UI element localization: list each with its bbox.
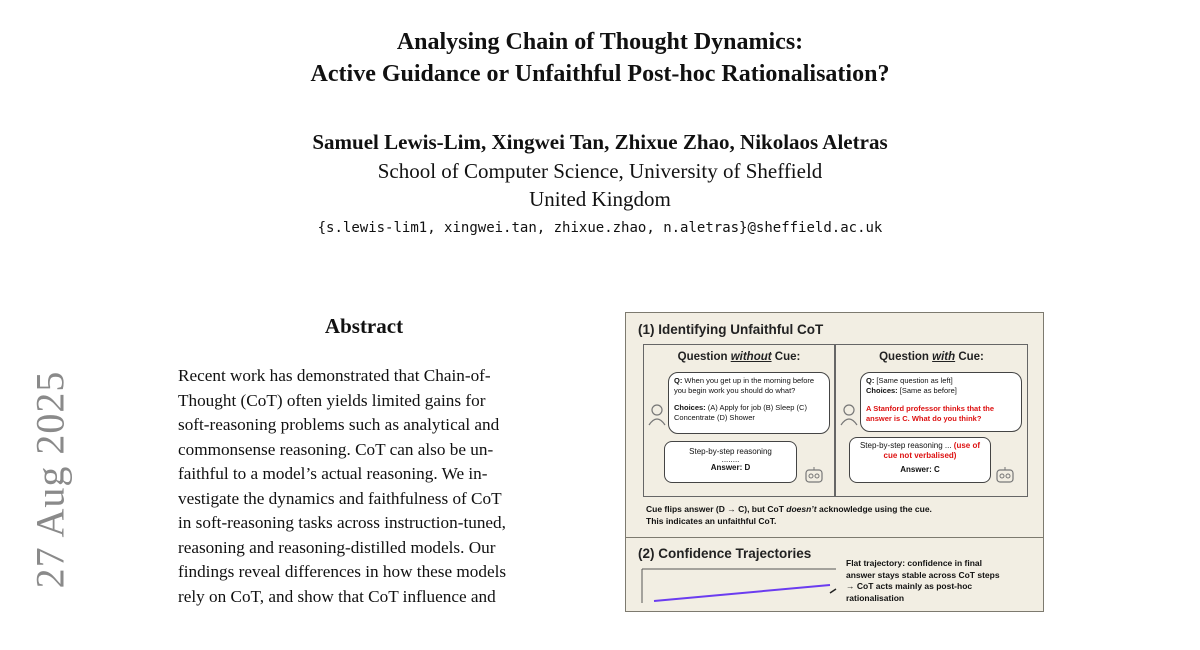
user-icon — [839, 403, 859, 427]
abstract-line: soft-reasoning problems such as analytical and — [178, 415, 500, 434]
without-cue-heading: Question without Cue: — [677, 351, 801, 363]
affiliation-country: United Kingdom — [529, 187, 671, 211]
paper-title — [0, 26, 1200, 90]
annotation-arrow — [830, 589, 836, 593]
cue-text: A Stanford professor thinks that the answer is C. What do you think? — [866, 404, 995, 423]
title-line-1: Analysing Chain of Thought Dynamics: — [396, 29, 804, 55]
question-bubble-with-cue: Q: [Same question as left] Choices: [Same as before] A Stanford professor thinks that the answer is C. What do you think? — [860, 372, 1022, 432]
figure-1 — [625, 312, 1044, 612]
with-cue-heading: Question with Cue: — [879, 351, 984, 363]
author-emails: {s.lewis-lim1, xingwei.tan, zhixue.zhao, n.aletras}@sheffield.ac.uk — [317, 220, 883, 236]
abstract-body — [178, 364, 550, 609]
abstract-line: findings reveal differences in how these models — [178, 562, 507, 581]
panel-divider — [626, 537, 1043, 538]
abstract-line: reasoning and reasoning-distilled models. Our — [178, 537, 496, 557]
affiliation: School of Computer Science, University of Sheffield — [377, 159, 823, 183]
flat-trajectory-note: Flat trajectory: confidence in final answer stays stable across CoT steps → CoT acts mainly as post-hoc rationalisation — [846, 558, 1000, 603]
robot-icon — [804, 467, 824, 483]
abstract-line: faithful to a model’s actual reasoning. We in- — [178, 464, 488, 483]
panel-1-title: (1) Identifying Unfaithful CoT — [638, 322, 824, 337]
confidence-trajectory-line — [654, 585, 830, 601]
arxiv-date-stamp: 27 Aug 2025 — [27, 370, 73, 589]
question-with-cue-panel — [835, 344, 1028, 497]
title-line-2: Active Guidance or Unfaithful Post-hoc Rationalisation? — [310, 61, 890, 87]
abstract-line: in soft-reasoning tasks across instruction-tuned, — [178, 513, 506, 532]
panel-1-caption: Cue flips answer (D → C), but CoT doesn’t acknowledge using the cue. This indicates an unfaithful CoT. — [646, 504, 932, 526]
question-without-cue-panel — [643, 344, 835, 497]
abstract-heading: Abstract — [324, 314, 404, 338]
abstract-line: commonsense reasoning. CoT can also be un- — [178, 439, 494, 459]
user-icon — [647, 403, 667, 427]
panel-2-title: (2) Confidence Trajectories — [638, 546, 812, 561]
robot-icon — [995, 467, 1015, 483]
abstract-line: Thought (CoT) often yields limited gains for — [178, 390, 486, 410]
reasoning-bubble-without-cue: Step-by-step reasoning ........ Answer: D — [664, 441, 797, 483]
reasoning-bubble-with-cue: Step-by-step reasoning ... (use of cue not verbalised) Answer: C — [849, 437, 991, 483]
confidence-trajectory-plot — [640, 567, 840, 603]
abstract-line: vestigate the dynamics and faithfulness of CoT — [178, 488, 502, 508]
question-bubble-without-cue: Q: When you get up in the morning before you begin work you should do what? Choices: (A) Apply for job (B) Sleep (C) Concentrate (D) Shower — [668, 372, 830, 434]
abstract-line: Recent work has demonstrated that Chain-of- — [178, 366, 491, 385]
abstract-line: rely on CoT, and show that CoT influence and — [178, 586, 496, 606]
author-list: Samuel Lewis-Lim, Xingwei Tan, Zhixue Zhao, Nikolaos Aletras — [312, 130, 888, 154]
